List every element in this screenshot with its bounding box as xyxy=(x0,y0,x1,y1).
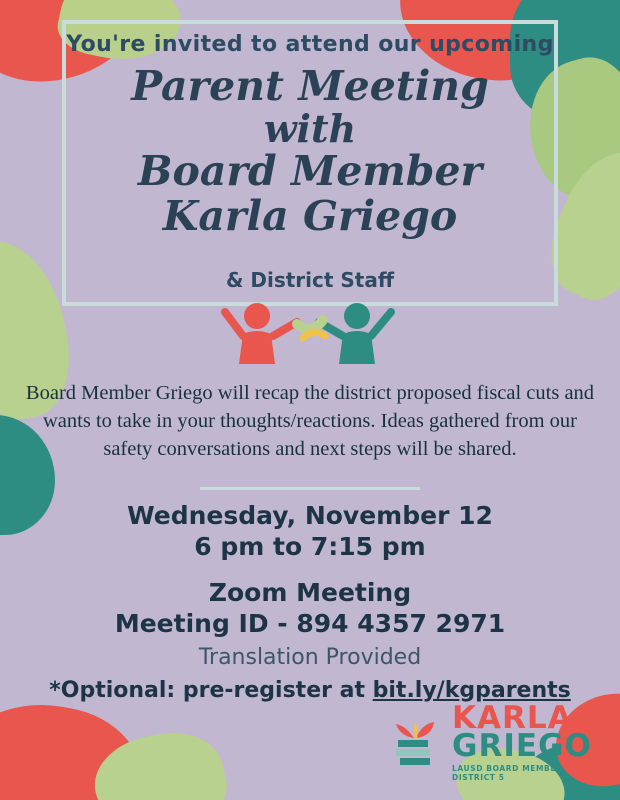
title-line-2: with xyxy=(263,106,357,152)
translation-note: Translation Provided xyxy=(198,645,422,670)
title-line-3: Board Member xyxy=(137,147,483,196)
event-platform: Zoom Meeting xyxy=(208,577,412,607)
books-icon xyxy=(388,712,446,774)
books-logo-icon xyxy=(388,712,446,774)
logo xyxy=(388,699,598,782)
event-details xyxy=(0,500,620,703)
page-title xyxy=(0,64,620,238)
invitation-line: You're invited to attend our upcoming xyxy=(66,32,554,57)
registration-link[interactable]: bit.ly/kgparents xyxy=(372,678,571,703)
event-meeting-id: Meeting ID - 894 4357 2971 xyxy=(114,608,506,638)
title-line-1: Parent Meeting xyxy=(131,62,489,110)
people-illustration xyxy=(0,300,620,370)
registration-prefix: *Optional: pre-register at xyxy=(49,678,373,703)
title-line-4: Karla Griego xyxy=(162,191,458,240)
event-time: 6 pm to 7:15 pm xyxy=(194,532,426,562)
logo-text xyxy=(452,699,598,782)
logo-first-name: KARLA xyxy=(452,699,573,736)
two-people-icon xyxy=(185,300,435,370)
section-divider xyxy=(200,487,420,490)
body-paragraph: Board Member Griego will recap the district proposed fiscal cuts and wants to take in your thoughts/reactions. Ideas gathered from our safety conversations and next steps will be shared. xyxy=(25,382,595,460)
event-date: Wednesday, November 12 xyxy=(127,501,493,530)
logo-last-name: GRIEGO xyxy=(452,728,592,765)
logo-tagline: LAUSD BOARD MEMBER, DISTRICT 5 xyxy=(452,764,567,782)
page-subtitle: & District Staff xyxy=(225,268,395,292)
